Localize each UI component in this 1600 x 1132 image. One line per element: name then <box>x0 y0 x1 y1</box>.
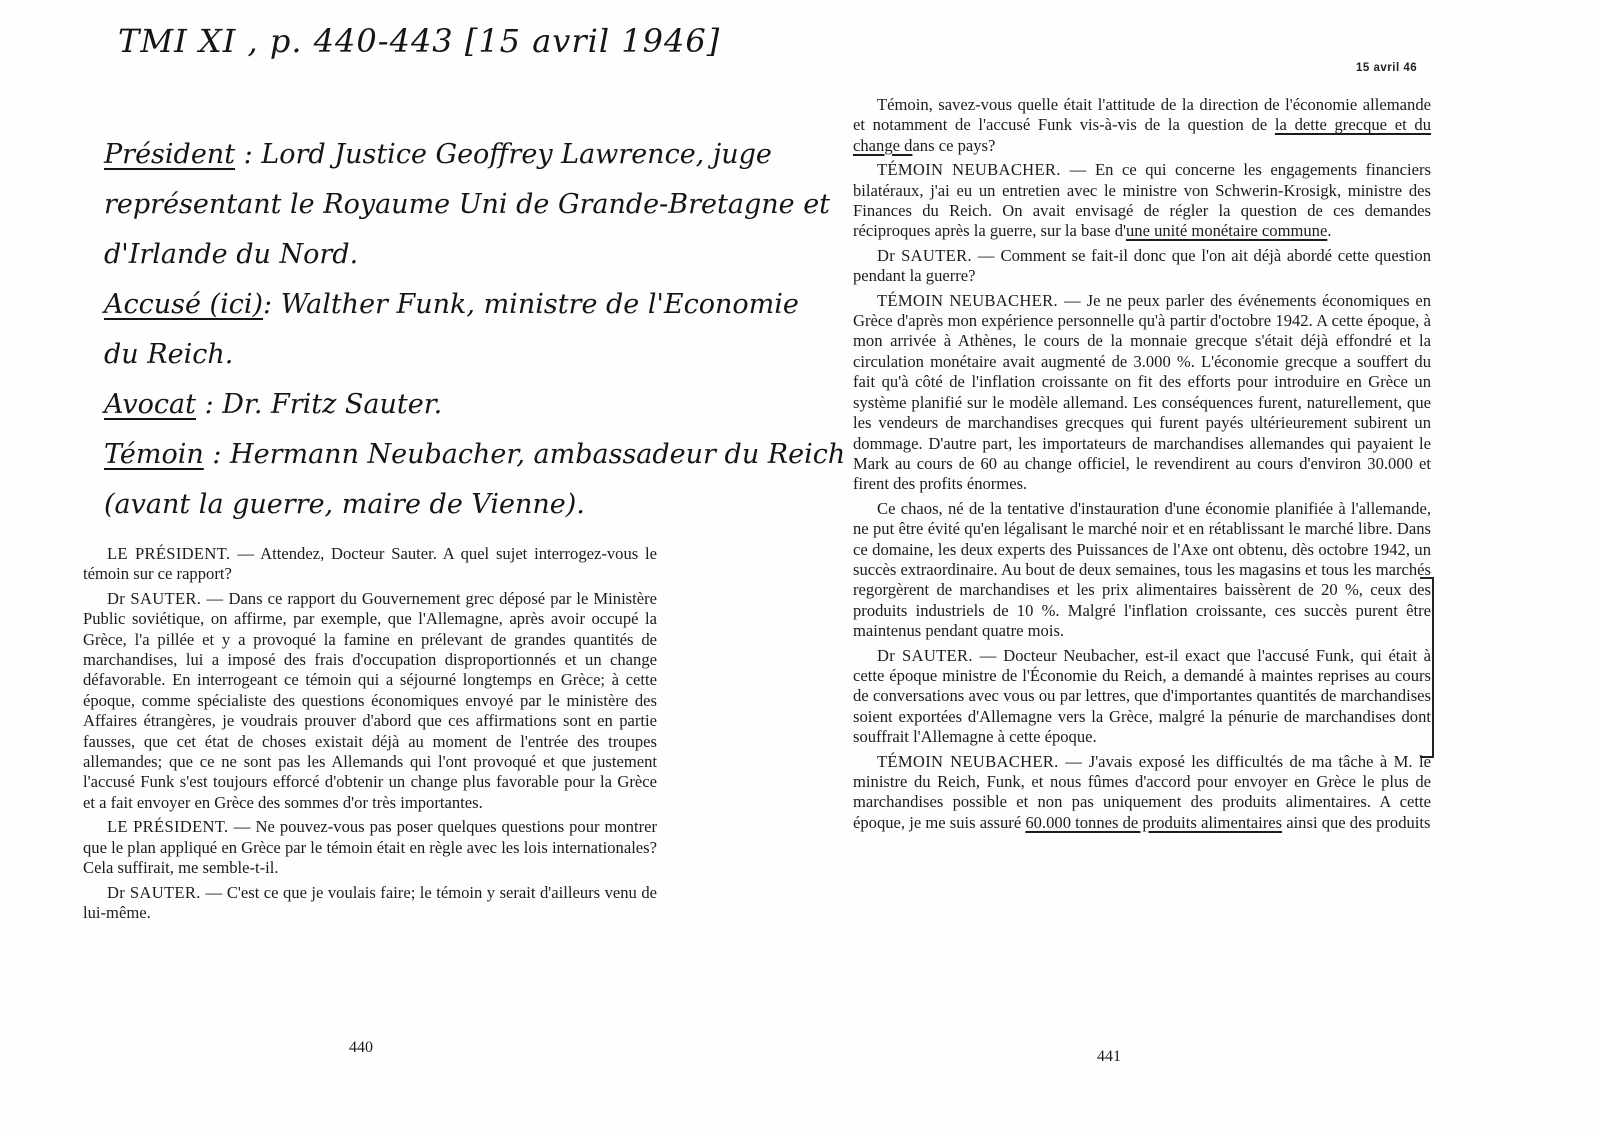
speaker: Dr SAUTER. — <box>107 588 224 608</box>
hand-text: du Reich. <box>104 339 234 370</box>
hand-text: : Hermann Neubacher, ambassadeur du Reich <box>203 439 846 470</box>
hand-line <box>104 130 804 180</box>
speaker: Dr SAUTER. — <box>107 882 223 902</box>
hand-text: (avant la guerre, maire de Vienne). <box>104 489 585 520</box>
speaker: Dr SAUTER. — <box>877 245 995 265</box>
paragraph-text: En ce qui concerne les engagements financiers bilatéraux, j'ai eu un entretien avec le ministre von Schwerin-Krosigk, ministre des Finances du Reich. On avait envisagé de régler la question de ces demandes réciproques après la guerre, sur la base d' <box>853 160 1431 241</box>
paragraph-text: . <box>1327 221 1332 241</box>
page-number-left: 440 <box>349 1039 373 1056</box>
underlined-text: une unité monétaire commune <box>1125 221 1328 241</box>
margin-bracket-mark <box>1420 577 1434 758</box>
paragraph-text: Attendez, Docteur Sauter. A quel sujet interrogez-vous le témoin sur ce rapport? <box>83 544 657 584</box>
right-page-text <box>853 95 1431 837</box>
hand-label: Témoin <box>104 439 204 470</box>
hand-text: : Walther Funk, ministre de l'Economie <box>263 289 799 320</box>
hand-label: Avocat <box>104 389 196 420</box>
speaker: Dr SAUTER. — <box>877 645 997 665</box>
paragraph <box>853 499 1431 642</box>
paragraph <box>83 883 657 924</box>
hand-line <box>104 380 804 430</box>
paragraph-text: ainsi que des produits <box>1282 812 1431 832</box>
paragraph-text: Ne pouvez-vous pas poser quelques questions pour montrer que le plan appliqué en Grèce par le témoin était en règle avec les lois internationales? Cela suffirait, me semble-t-il. <box>83 817 657 878</box>
paragraph <box>853 752 1431 834</box>
paragraph-text: Ce chaos, né de la tentative d'instauration d'une économie planifiée à l'allemande, ne put être évité qu'en légalisant le marché noir et en rétablissant le marché libre. Dans ce domaine, les deux experts des Puissances de l'Axe ont obtenu, dès octobre 1942, un succès extraordinaire. Au bout de deux semaines, tous les magasins et tous les marchés regorgèrent de marchandises et les prix alimentaires baissèrent de 20 %, ceux des produits industriels de 10 %. Malgré l'inflation croissante, ces succès purent être maintenus pendant quatre mois. <box>853 498 1431 641</box>
paragraph-text: Dans ce rapport du Gouvernement grec déposé par le Ministère Public soviétique, on affirme, par exemple, que l'Allemagne, après avoir occupé la Grèce, l'a pillée et y a provoqué la famine en prélevant de grandes quantités de marchandises, lui a imposé des frais d'occupation disproportionnés et un change défavorable. En interrogeant ce témoin qui a séjourné longtemps en Grèce; à cette époque, comme spécialiste des questions économiques envoyé par le ministère des Affaires étrangères, je voudrais prouver d'abord que ces affirmations sont en partie fausses, que cet état de choses existait déjà au moment de l'entrée des troupes allemandes; que ce ne sont pas les Allemands qui l'ont provoqué et que justement l'accusé Funk s'est toujours efforcé d'obtenir un change plus favorable pour la Grèce et a fait envoyer en Grèce des sommes d'or très importantes. <box>83 588 658 812</box>
handwritten-notes <box>104 130 846 530</box>
paragraph <box>853 95 1431 156</box>
paragraph-text: J'avais exposé les difficultés de ma tâche à M. le ministre du Reich, Funk, et nous fûmes d'accord pour envoyer en Grèce le plus de marchandises possible et non pas uniquement des produits alimentaires. A cette époque, je me suis assuré <box>853 751 1431 832</box>
hand-text: : Dr. Fritz Sauter. <box>195 389 443 420</box>
paragraph-text: Comment se fait-il donc que l'on ait déjà abordé cette question pendant la guerre? <box>853 245 1431 286</box>
paragraph <box>853 160 1431 242</box>
speaker: TÉMOIN NEUBACHER. — <box>877 290 1081 310</box>
hand-line <box>104 230 804 280</box>
hand-text: : Lord Justice Geoffrey Lawrence, juge <box>235 139 772 170</box>
handwritten-title: TMI XI , p. 440-443 [15 avril 1946] <box>118 22 721 60</box>
paragraph <box>83 589 657 813</box>
paragraph-text: C'est ce que je voulais faire; le témoin y serait d'ailleurs venu de lui-même. <box>83 882 657 922</box>
paragraph-text: Je ne peux parler des événements économiques en Grèce d'après mon expérience personnelle qu'à partir d'octobre 1942. A cette époque, à mon arrivée à Athènes, le cours de la monnaie grecque s'était déjà effondré et la circulation monétaire avait augmenté de 3.000 %. L'économie grecque a souffert du fait qu'à côté de l'inflation croissante on fit des efforts pour introduire en Grèce un système planifié sur le modèle allemand. Les conséquences furent, naturellement, que les vendeurs de marchandises grecques qui furent payés ultérieurement subirent un dommage. D'autre part, les importateurs de marchandises allemandes qui payaient le Mark au cours de 60 au change officiel, le revendirent au cours d'environ 30.000 et firent des profits énormes. <box>853 290 1432 494</box>
hand-label: Président <box>104 139 236 170</box>
paragraph <box>853 291 1431 495</box>
hand-line <box>104 280 804 330</box>
paragraph <box>83 544 657 585</box>
paragraph-text: Docteur Neubacher, est-il exact que l'accusé Funk, qui était à cette époque ministre de l'Économie du Reich, a demandé à maintes reprises au cours de conversations avec vous ou par lettres, que d'importantes quantités de marchandises soient exportées d'Allemagne vers la Grèce, malgré la pénurie de marchandises dont souffrait l'Allemagne à cette époque. <box>853 645 1431 747</box>
paragraph-text: Témoin, savez-vous quelle était l'attitude de la direction de l'économie allemande et notamment de l'accusé Funk vis-à-vis de la question de <box>853 95 1431 135</box>
paragraph <box>853 246 1431 287</box>
speaker: TÉMOIN NEUBACHER. — <box>877 160 1087 180</box>
paragraph <box>83 817 657 878</box>
hand-label: Accusé (ici) <box>104 289 264 320</box>
hand-line <box>104 180 831 230</box>
hand-line <box>104 480 804 530</box>
underlined-text: la dette grecque et du change d <box>853 115 1431 155</box>
speaker: TÉMOIN NEUBACHER. — <box>877 751 1083 771</box>
paragraph <box>853 646 1431 748</box>
underlined-text: 60.000 tonnes de produits alimentaires <box>1025 812 1283 832</box>
paragraph-text: ans ce pays? <box>912 135 996 155</box>
hand-line <box>104 330 804 380</box>
hand-text: représentant le Royaume Uni de Grande-Bretagne et <box>104 189 831 220</box>
speaker: LE PRÉSIDENT. — <box>107 544 255 563</box>
page-number-right: 441 <box>1097 1048 1121 1065</box>
hand-line <box>104 430 846 480</box>
hand-text: d'Irlande du Nord. <box>104 239 359 270</box>
running-header-date: 15 avril 46 <box>1356 62 1418 74</box>
speaker: LE PRÉSIDENT. — <box>107 817 251 837</box>
left-page-text <box>83 544 657 927</box>
